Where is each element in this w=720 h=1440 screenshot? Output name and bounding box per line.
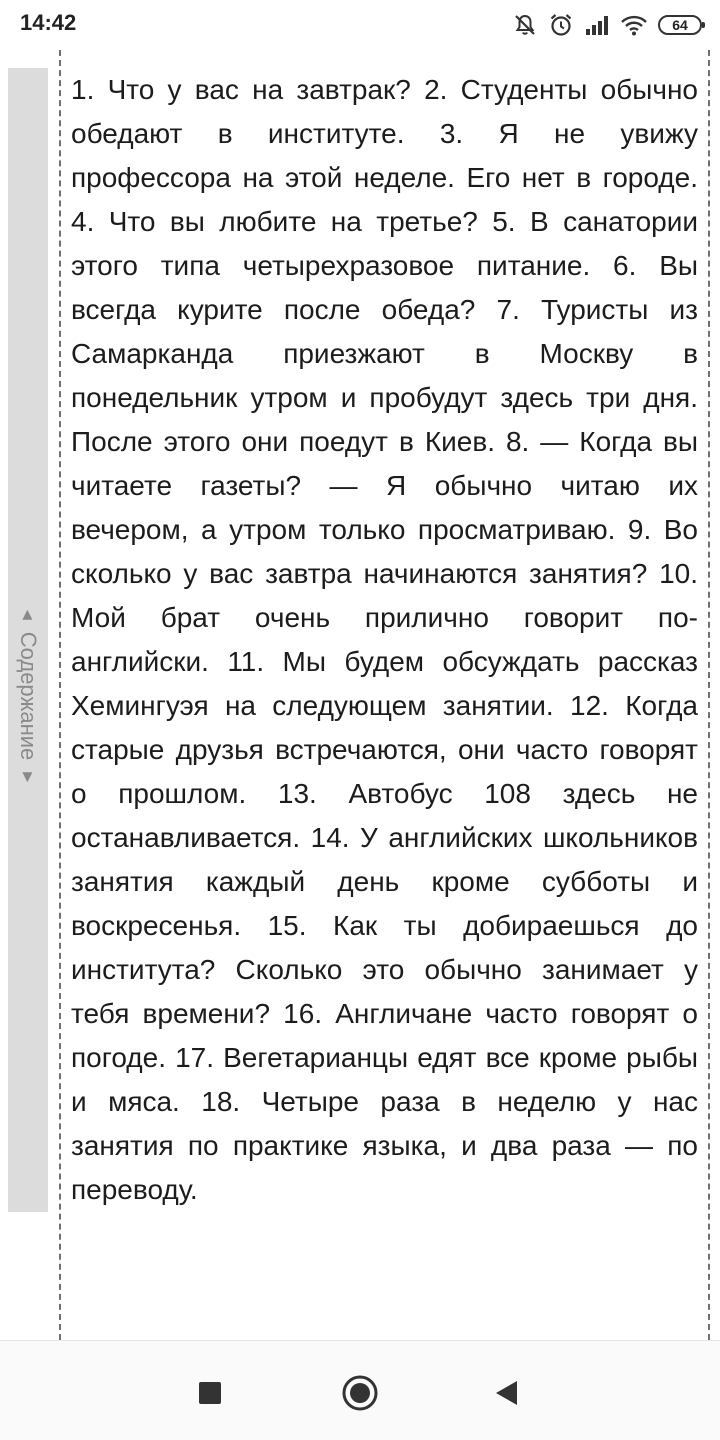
back-button[interactable] bbox=[484, 1371, 528, 1415]
triangle-left-icon: ◀ bbox=[21, 609, 36, 620]
contents-tab-inner bbox=[15, 610, 41, 783]
wifi-icon bbox=[620, 14, 648, 36]
status-icons bbox=[512, 10, 702, 40]
reading-pane[interactable] bbox=[59, 50, 710, 1340]
status-bar bbox=[0, 0, 720, 50]
circle-icon bbox=[340, 1373, 380, 1413]
status-time: 14:42 bbox=[20, 10, 77, 35]
mute-icon bbox=[512, 12, 538, 38]
contents-tab-label: Содержание bbox=[16, 631, 41, 761]
navigation-bar bbox=[0, 1340, 720, 1440]
triangle-right-icon: ▶ bbox=[21, 772, 36, 783]
exercise-text: 1. Что у вас на завтрак? 2. Студенты обычно обедают в институте. 3. Я не увижу профессора на этой неделе. Его нет в городе. 4. Что вы любите на третье? 5. В санатории этого типа четырехразовое питание. 6. Вы всегда курите после обеда? 7. Туристы из Самарканда приезжают в Москву в понедельник утром и пробудут здесь три дня. После этого они поедут в Киев. 8. — Когда вы читаете газеты? — Я обычно читаю их вечером, а утром только просматриваю. 9. Во сколько у вас завтра начинаются занятия? 10. Мой брат очень прилично говорит по-английски. 11. Мы будем обсуждать рассказ Хемингуэя на следующем занятии. 12. Когда старые друзья встречаются, они часто говорят о прошлом. 13. Автобус 108 здесь не останавливается. 14. У английских школьников занятия каждый день кроме субботы и воскресенья. 15. Как ты добираешься до института? Сколько это обычно занимает у тебя времени? 16. Англичане часто говорят о погоде. 17. Вегетарианцы едят все кроме рыбы и мяса. 18. Четыре раза в неделю у нас занятия по практике языка, и два раза — по переводу. bbox=[71, 74, 698, 1205]
back-triangle-icon bbox=[493, 1379, 519, 1407]
battery-icon: 64 bbox=[658, 15, 702, 35]
signal-icon bbox=[584, 14, 610, 36]
recent-apps-button[interactable] bbox=[188, 1371, 232, 1415]
alarm-icon bbox=[548, 12, 574, 38]
contents-side-tab[interactable] bbox=[8, 68, 48, 1212]
square-icon bbox=[198, 1381, 222, 1405]
home-button[interactable] bbox=[338, 1371, 382, 1415]
